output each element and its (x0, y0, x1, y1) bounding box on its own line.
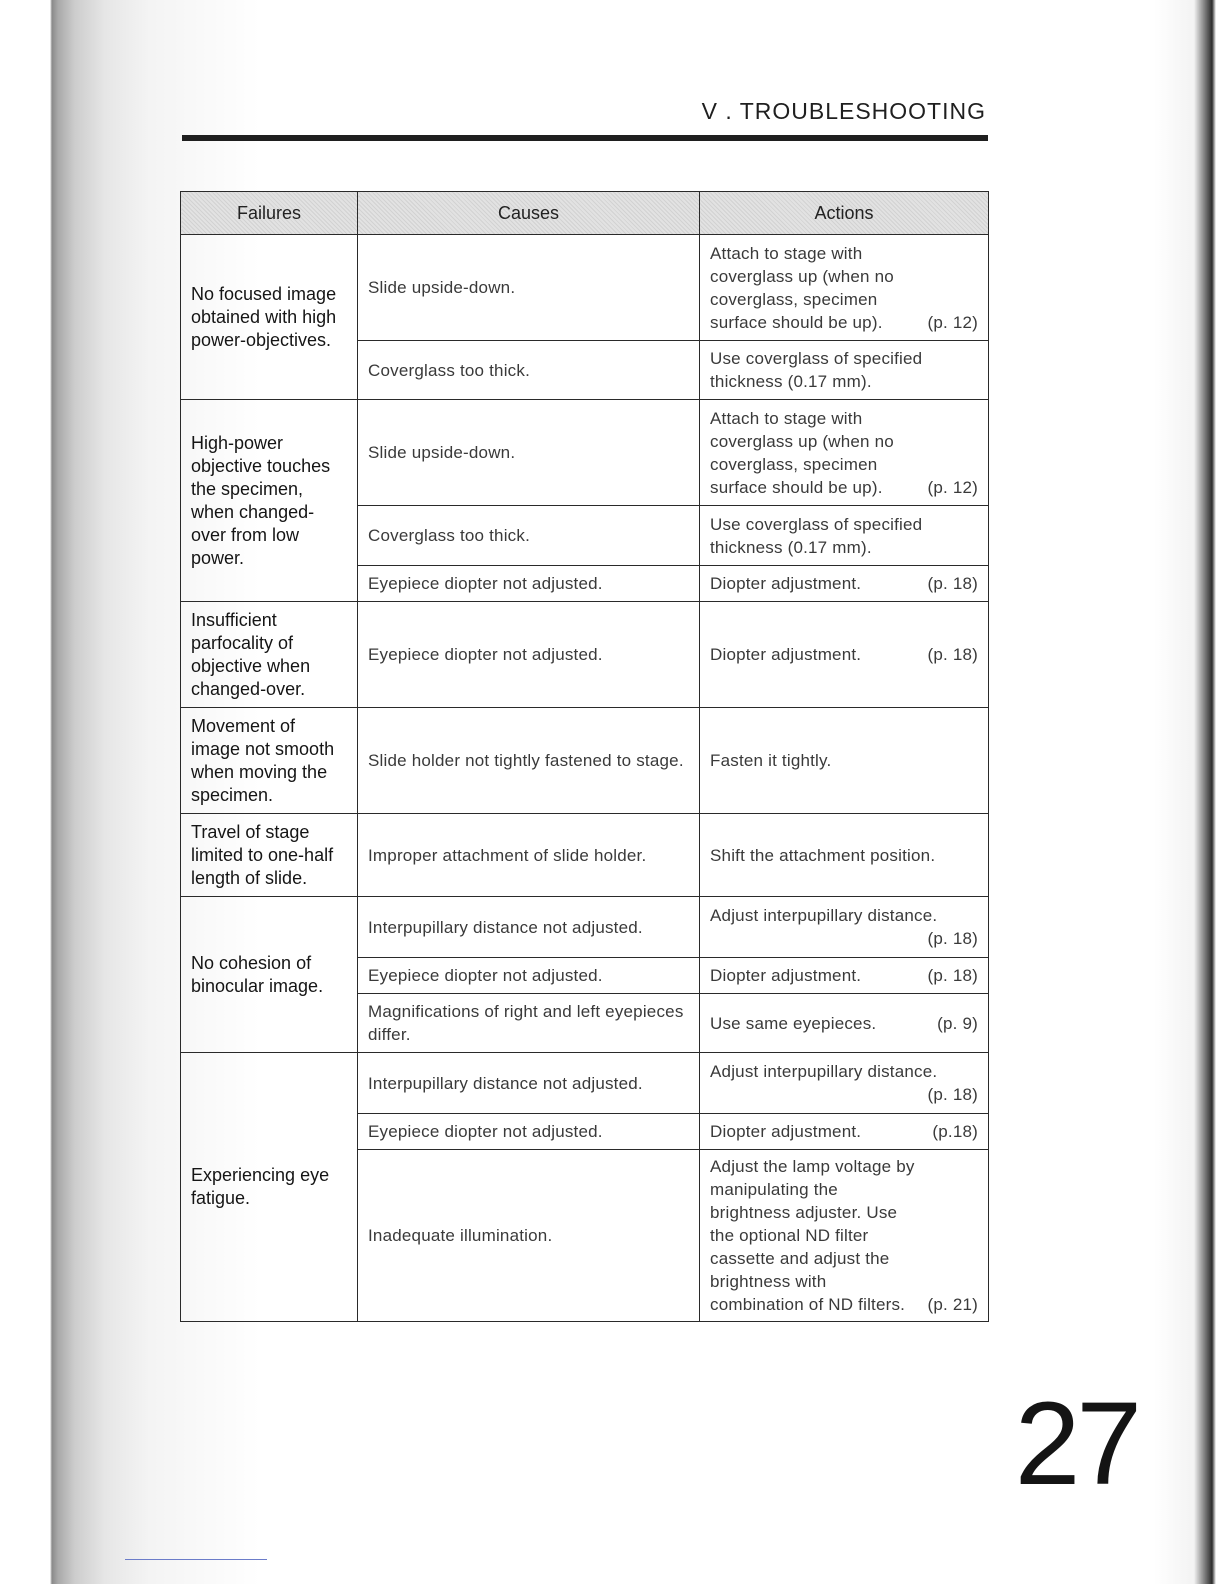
action-cell (700, 341, 989, 400)
page-reference: (p. 18) (927, 929, 978, 948)
action-text: Diopter adjustment. (710, 645, 862, 664)
action-text: Use coverglass of specified thickness (0.17 mm). (710, 349, 923, 391)
failure-cell: Movement of image not smooth when moving the specimen. (181, 708, 358, 814)
cause-cell: Coverglass too thick. (358, 341, 700, 400)
table-row (181, 400, 989, 506)
action-cell (700, 1150, 989, 1322)
cause-cell: Eyepiece diopter not adjusted. (358, 566, 700, 602)
failure-cell: Insufficient parfocality of objective when changed-over. (181, 602, 358, 708)
action-text: Use same eyepieces. (710, 1013, 877, 1033)
cause-cell: Slide upside-down. (358, 400, 700, 506)
cause-cell: Magnifications of right and left eyepieces differ. (358, 994, 700, 1053)
action-cell (700, 958, 989, 994)
action-cell (700, 708, 989, 814)
action-text: Attach to stage with coverglass up (when no coverglass, specimen surface should be up). (710, 408, 894, 497)
page-reference: (p. 18) (927, 966, 978, 985)
table-row (181, 235, 989, 341)
table-row (181, 602, 989, 708)
action-cell (700, 1053, 989, 1114)
table-row (181, 814, 989, 897)
page-number: 27 (1014, 1378, 1138, 1510)
page-reference: (p. 18) (927, 1085, 978, 1104)
table-row (181, 1053, 989, 1114)
action-text: Shift the attachment position. (710, 845, 936, 865)
cause-cell: Eyepiece diopter not adjusted. (358, 602, 700, 708)
table-header-row (181, 192, 989, 235)
action-cell (700, 814, 989, 897)
cause-cell: Improper attachment of slide holder. (358, 814, 700, 897)
action-cell (700, 897, 989, 958)
action-text: Fasten it tightly. (710, 751, 832, 770)
page-reference: (p. 12) (927, 312, 978, 332)
action-text: Use coverglass of specified thickness (0.17 mm). (710, 514, 923, 557)
scan-artifact-line (125, 1559, 267, 1560)
cause-cell: Interpupillary distance not adjusted. (358, 1053, 700, 1114)
failure-cell: No cohesion of binocular image. (181, 897, 358, 1053)
table-row (181, 897, 989, 958)
failure-cell: No focused image obtained with high power-objectives. (181, 235, 358, 400)
cause-cell: Eyepiece diopter not adjusted. (358, 958, 700, 994)
action-cell (700, 400, 989, 506)
page-reference: (p. 12) (927, 477, 978, 497)
action-text: Diopter adjustment. (710, 966, 862, 985)
failure-cell: Travel of stage limited to one-half length of slide. (181, 814, 358, 897)
heading-rule (182, 135, 988, 141)
page-reference: (p. 18) (927, 645, 978, 664)
failure-cell: High-power objective touches the specimen, when changed-over from low power. (181, 400, 358, 602)
action-cell (700, 566, 989, 602)
page-reference: (p. 18) (927, 574, 978, 593)
page-reference: (p.18) (932, 1122, 978, 1141)
action-cell (700, 602, 989, 708)
section-title: V . TROUBLESHOOTING (701, 98, 986, 124)
action-cell (700, 994, 989, 1053)
cause-cell: Slide holder not tightly fastened to stage. (358, 708, 700, 814)
cause-cell: Eyepiece diopter not adjusted. (358, 1114, 700, 1150)
cause-cell: Interpupillary distance not adjusted. (358, 897, 700, 958)
action-text: Attach to stage with coverglass up (when no coverglass, specimen surface should be up). (710, 243, 894, 332)
header-actions: Actions (700, 192, 989, 235)
troubleshooting-table (180, 191, 989, 1322)
failure-cell: Experiencing eye fatigue. (181, 1053, 358, 1322)
action-text: Adjust interpupillary distance. (710, 1062, 938, 1081)
action-text: Diopter adjustment. (710, 574, 862, 593)
table-row (181, 708, 989, 814)
action-cell (700, 1114, 989, 1150)
header-causes: Causes (358, 192, 700, 235)
action-cell (700, 506, 989, 566)
cause-cell: Inadequate illumination. (358, 1150, 700, 1322)
header-failures: Failures (181, 192, 358, 235)
page-reference: (p. 9) (937, 1013, 978, 1033)
cause-cell: Coverglass too thick. (358, 506, 700, 566)
page-reference: (p. 21) (927, 1295, 978, 1314)
action-text: Adjust the lamp voltage by manipulating the brightness adjuster. Use the optional ND filter cassette and adjust the brightness with combination of ND filters. (710, 1157, 915, 1314)
action-text: Adjust interpupillary distance. (710, 906, 938, 925)
action-cell (700, 235, 989, 341)
action-text: Diopter adjustment. (710, 1122, 862, 1141)
cause-cell: Slide upside-down. (358, 235, 700, 341)
